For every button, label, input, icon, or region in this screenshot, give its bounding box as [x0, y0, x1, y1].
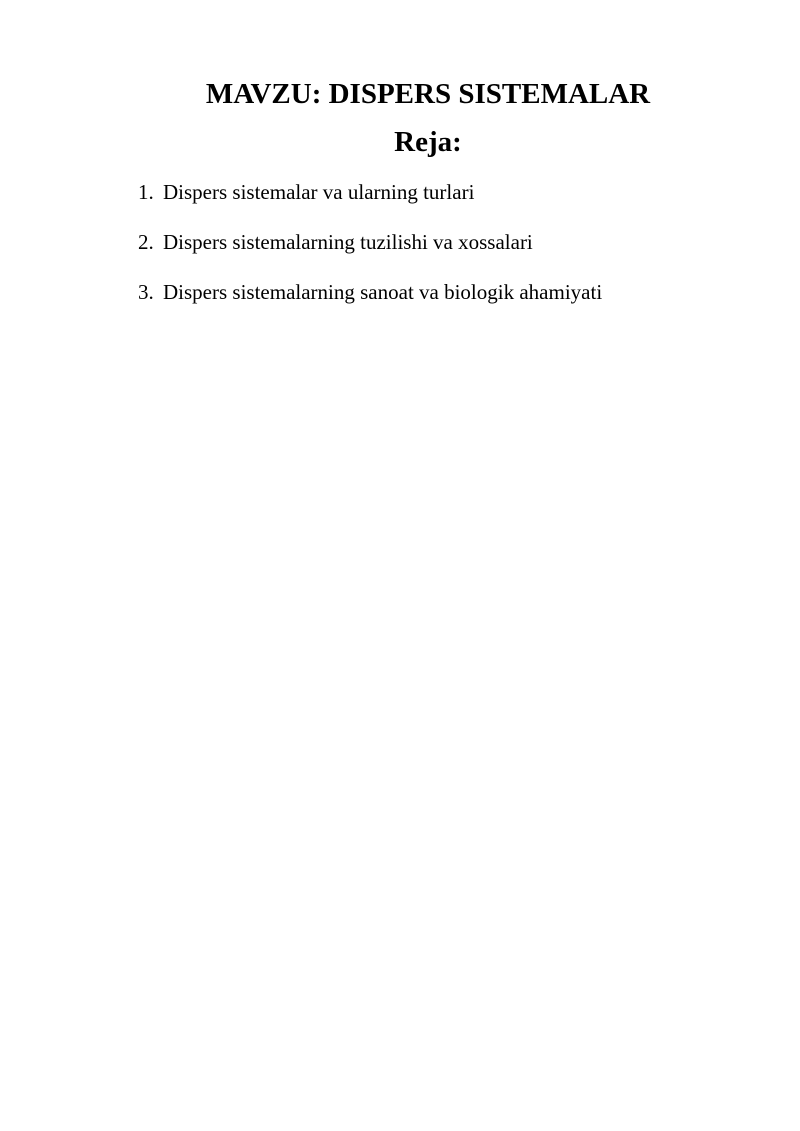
plan-item-text: Dispers sistemalarning sanoat va biologik ahamiyati — [163, 280, 603, 304]
plan-item-3 — [138, 278, 602, 328]
plan-list — [138, 178, 602, 328]
plan-item-1 — [138, 178, 602, 228]
plan-item-number: 3. — [138, 280, 154, 304]
plan-item-number: 1. — [138, 180, 154, 204]
plan-item-text: Dispers sistemalarning tuzilishi va xossalari — [163, 230, 533, 254]
plan-item-number: 2. — [138, 230, 154, 254]
plan-item-text: Dispers sistemalar va ularning turlari — [163, 180, 475, 204]
plan-item-2 — [138, 228, 602, 278]
document-title: MAVZU: DISPERS SISTEMALAR — [205, 78, 651, 110]
plan-heading: Reja: — [394, 126, 462, 158]
